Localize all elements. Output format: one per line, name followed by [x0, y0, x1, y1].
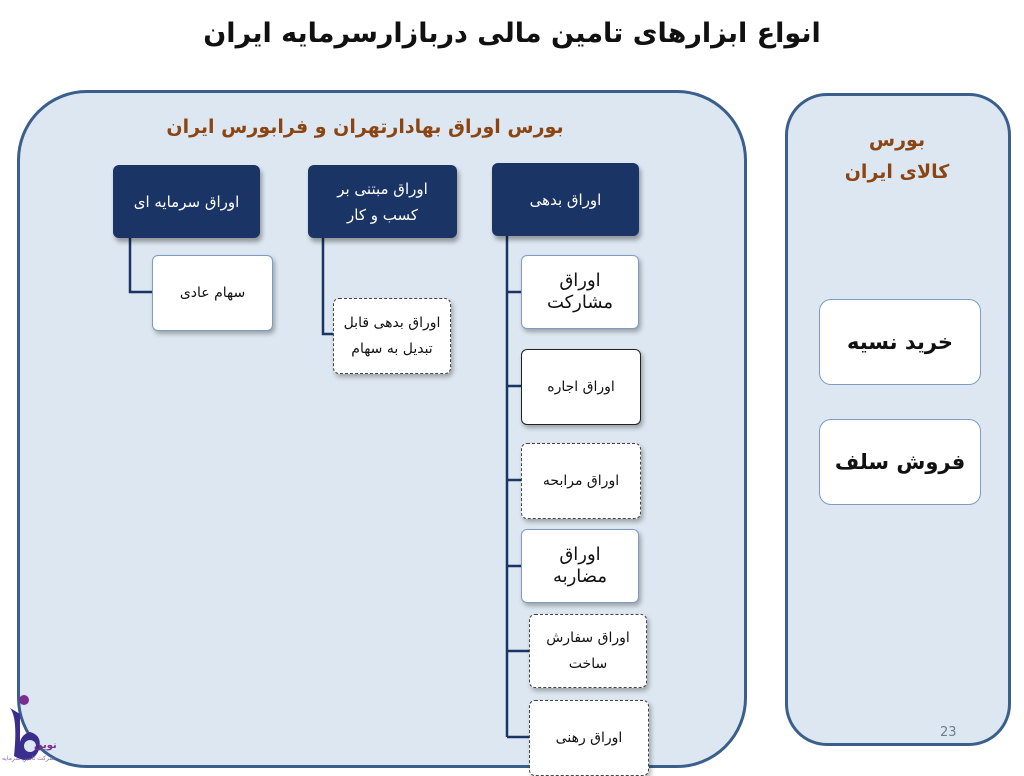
item-common-stock: سهام عادی [152, 255, 273, 331]
item-mudaraba-bonds: اوراق مضاربه [521, 529, 639, 603]
item-mortgage-bonds: اوراق رهنی [529, 700, 649, 776]
item-forward-sale: فروش سلف [819, 419, 981, 505]
item-credit-purchase: خرید نسیه [819, 299, 981, 385]
item-murabaha-bonds: اوراق مرابحه [521, 443, 641, 519]
item-convertible-bonds: اوراق بدهی قابل تبدیل به سهام [333, 298, 451, 374]
category-equity: اوراق سرمایه ای [113, 165, 260, 238]
page-title: انواع ابزارهای تامین مالی دربازارسرمایه ایران [203, 18, 821, 49]
page-number: 23 [940, 725, 957, 740]
item-participation-bonds: اوراق مشارکت [521, 255, 639, 329]
item-istisna-bonds: اوراق سفارش ساخت [529, 614, 647, 688]
item-ijara-bonds: اوراق اجاره [521, 349, 641, 425]
connector-business [323, 238, 333, 334]
commodity-heading-line2: کالای ایران [844, 161, 950, 183]
category-business: اوراق مبتنی بر کسب و کار [308, 165, 457, 238]
category-debt: اوراق بدهی [492, 163, 639, 236]
commodity-heading-line1: بورس [868, 129, 926, 151]
stock-exchange-heading: بورس اوراق بهادارتهران و فرابورس ایران [166, 116, 564, 138]
logo-subtitle: شرکت تامین سرمایه [2, 755, 55, 762]
logo-name: نوین [34, 740, 57, 751]
connector-equity [130, 238, 152, 292]
